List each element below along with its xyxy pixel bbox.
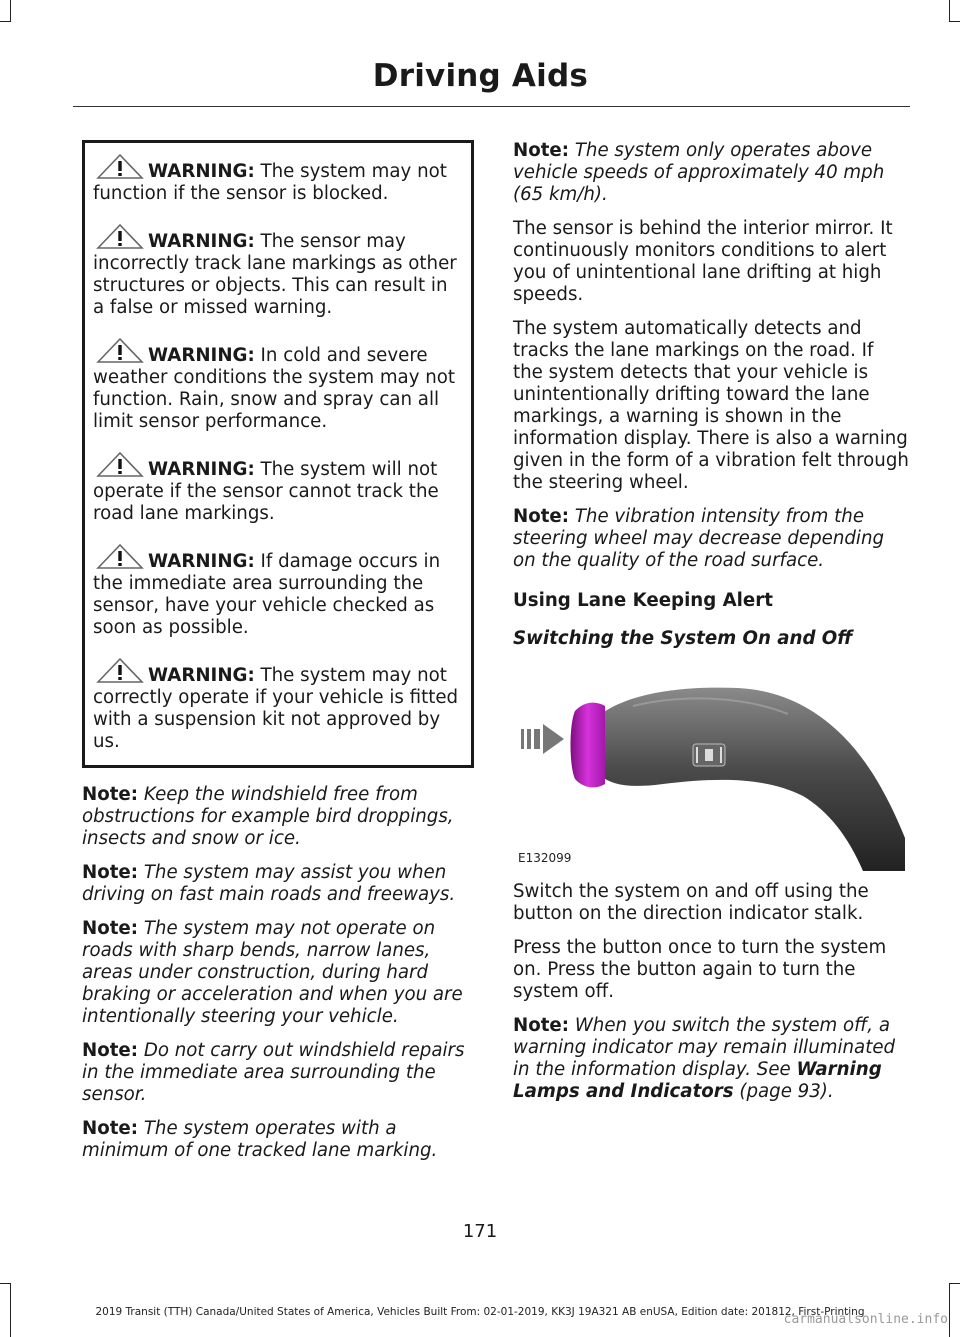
warning-item: [93, 451, 463, 525]
note-label: Note:: [513, 140, 570, 161]
note-label: Note:: [82, 784, 139, 805]
page-number: 171: [462, 1221, 498, 1242]
warning-text: If damage occurs in the immediate area surrounding the sensor, have your vehicle checked as soon as possible.: [93, 551, 441, 638]
warning-text: The system may not correctly operate if your vehicle is fitted with a suspension kit not approved by us.: [93, 665, 459, 752]
warnings-box: [82, 140, 474, 768]
note-paragraph: [82, 862, 474, 906]
body-paragraph: Switch the system on and off using the button on the direction indicator stalk.: [513, 881, 869, 924]
page-reference: (page 93).: [733, 1081, 834, 1102]
warning-label: WARNING:: [148, 231, 255, 252]
warning-triangle-icon: [94, 223, 146, 249]
warning-label: WARNING:: [148, 345, 255, 366]
note-paragraph: [82, 918, 474, 1028]
warning-triangle-icon: [94, 337, 146, 363]
cross-reference-link[interactable]: Warning Lamps and Indicators: [513, 1059, 882, 1102]
right-column: [513, 140, 909, 1115]
warning-item: [93, 657, 463, 753]
stalk-figure: [513, 666, 909, 871]
warning-triangle-icon: [94, 153, 146, 179]
lane-keeping-icon: [693, 744, 725, 766]
note-paragraph: [82, 1040, 474, 1106]
note-text: The system operates with a minimum of one tracked lane marking.: [82, 1118, 438, 1161]
note-text: Do not carry out windshield repairs in the immediate area surrounding the sensor.: [82, 1040, 465, 1105]
note-label: Note:: [513, 1015, 570, 1036]
warning-triangle-icon: [94, 543, 146, 569]
note-paragraph: [513, 506, 909, 572]
warning-label: WARNING:: [148, 551, 255, 572]
warning-text: In cold and severe weather conditions the system may not function. Rain, snow and spray can all limit sensor performance.: [93, 345, 456, 432]
note-text: The system only operates above vehicle speeds of approximately 40 mph (65 km/h).: [513, 140, 885, 205]
warning-text: The sensor may incorrectly track lane markings as other structures or objects. This can result in a false or missed warning.: [93, 231, 457, 318]
crop-mark-top-left-v: [10, 0, 11, 22]
section-heading: Using Lane Keeping Alert: [513, 590, 773, 611]
crop-mark-bottom-left-h: [0, 1283, 11, 1284]
crop-mark-bottom-right-h: [949, 1283, 960, 1284]
warning-triangle-icon: [94, 451, 146, 477]
crop-mark-top-right-v: [949, 0, 950, 22]
note-paragraph: [82, 1118, 474, 1162]
note-label: Note:: [513, 506, 570, 527]
warning-label: WARNING:: [148, 459, 255, 480]
note-label: Note:: [82, 1040, 139, 1061]
warning-item: [93, 337, 463, 433]
body-paragraph: The sensor is behind the interior mirror. It continuously monitors conditions to alert you of unintentional lane drifting at high speeds.: [513, 218, 893, 305]
left-column: [82, 140, 474, 1174]
warning-item: [93, 153, 463, 205]
crop-mark-top-right-h: [949, 21, 960, 22]
arrow-right-icon: [521, 724, 564, 754]
warning-label: WARNING:: [148, 665, 255, 686]
page-title: Driving Aids: [372, 58, 588, 94]
warning-text: The system may not function if the sensor is blocked.: [93, 161, 447, 204]
note-label: Note:: [82, 1118, 139, 1139]
figure-code: E132099: [518, 851, 572, 865]
note-paragraph: [513, 140, 909, 206]
body-paragraph: Press the button once to turn the system on. Press the button again to turn the system off.: [513, 937, 887, 1002]
warning-triangle-icon: [94, 657, 146, 683]
warning-text: The system will not operate if the sensor cannot track the road lane markings.: [93, 459, 439, 524]
note-paragraph: [82, 784, 474, 850]
header-divider: [73, 106, 910, 107]
note-text: The system may not operate on roads with sharp bends, narrow lanes, areas under construction, during hard braking or acceleration and when you are intentionally steering your vehicle.: [82, 918, 463, 1027]
note-text: Keep the windshield free from obstructions for example bird droppings, insects and snow or ice.: [82, 784, 454, 849]
note-paragraph: [513, 1015, 909, 1103]
warning-item: [93, 223, 463, 319]
subsection-heading: Switching the System On and Off: [513, 628, 853, 649]
note-text: The system may assist you when driving on fast main roads and freeways.: [82, 862, 456, 905]
crop-mark-top-left-h: [0, 21, 11, 22]
watermark: carmanualsonline.info: [783, 1312, 948, 1327]
direction-indicator-stalk-illustration: [513, 666, 909, 871]
warning-item: [93, 543, 463, 639]
warning-label: WARNING:: [148, 161, 255, 182]
body-paragraph: The system automatically detects and tracks the lane markings on the road. If the system detects that your vehicle is unintentionally drifting toward the lane markings, a warning is shown in the information display. There is also a warning given in the form of a vibration felt through the steering wheel.: [513, 318, 909, 493]
note-text: When you switch the system off, a warning indicator may remain illuminated in the information display. See: [513, 1015, 896, 1080]
page-footer: 2019 Transit (TTH) Canada/United States of America, Vehicles Built From: 02-01-2019, KK3J 19A321 AB enUSA, Edition date: 201812, First-Printing: [95, 1306, 865, 1318]
note-label: Note:: [82, 862, 139, 883]
note-text: The vibration intensity from the steering wheel may decrease depending on the quality of the road surface.: [513, 506, 885, 571]
note-label: Note:: [82, 918, 139, 939]
